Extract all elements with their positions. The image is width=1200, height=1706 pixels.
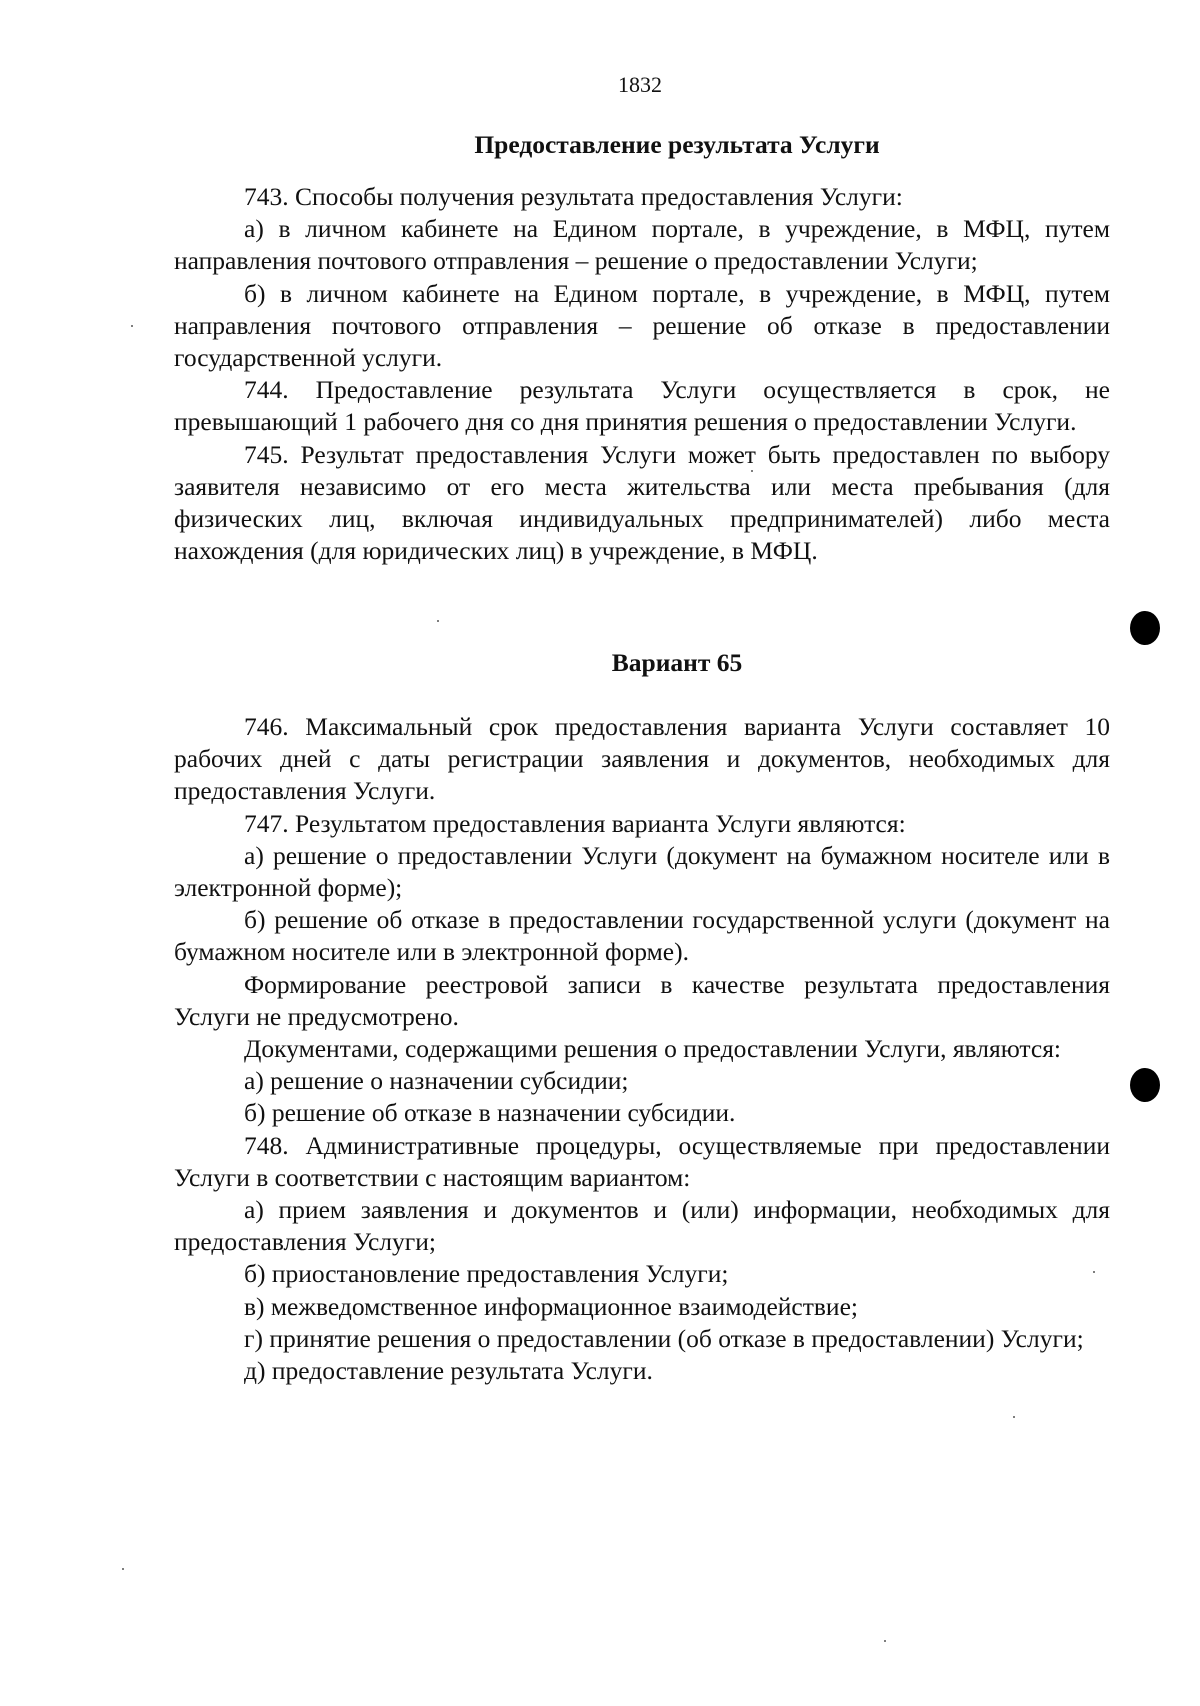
paragraph-743: 743. Способы получения результата предоставления Услуги: [244,182,903,211]
scan-speck [1013,1416,1015,1418]
paragraph-743-b: б) в личном кабинете на Едином портале, в учреждение, в МФЦ, путем направления почтового отправления – решение об отказе в предоставлении государственной услуги. [174,278,1110,373]
paragraph-decision-documents: Документами, содержащими решения о предоставлении Услуги, являются: [244,1034,1062,1064]
paragraph-748-v: в) межведомственное информационное взаимодействие; [244,1291,858,1321]
paragraph-748-g: г) принятие решения о предоставлении (об отказе в предоставлении) Услуги; [244,1323,1084,1353]
paragraph-registry-note: Формирование реестровой записи в качестве результата предоставления Услуги не предусмотрено. [174,969,1110,1031]
paragraph-746: 746. Максимальный срок предоставления варианта Услуги составляет 10 рабочих дней с даты регистрации заявления и документов, необходимых для предоставления Услуги. [174,712,1110,806]
paragraph-748-d: д) предоставление результата Услуги. [244,1356,653,1386]
paragraph-744: 744. Предоставление результата Услуги осуществляется в срок, не превышающий 1 рабочего дня со дня принятия решения о предоставлении Услуги. [174,375,1110,437]
paragraph-743-a: а) в личном кабинете на Едином портале, в учреждение, в МФЦ, путем направления почтового отправления – решение о предоставлении Услуги; [174,214,1110,276]
punch-hole-mark [1130,1068,1160,1102]
paragraph-747-a: а) решение о предоставлении Услуги (документ на бумажном носителе или в электронной форме); [174,840,1110,903]
paragraph-747: 747. Результатом предоставления варианта Услуги являются: [244,808,906,838]
scan-speck [131,325,133,327]
paragraph-748-b: б) приостановление предоставления Услуги; [244,1259,729,1289]
scan-speck [1093,1271,1095,1273]
section-heading: Вариант 65 [611,648,743,677]
scan-speck [122,1568,124,1570]
paragraph-745: 745. Результат предоставления Услуги может быть предоставлен по выбору заявителя независимо от его места жительства или места пребывания (для физических лиц, включая индивидуальных предпринимателей) либо места нахождения (для юридических лиц) в учреждение, в МФЦ. [174,439,1110,566]
section-variant-65 [174,647,1110,1387]
page-number: 1832 [618,72,662,97]
paragraph-decision-b: б) решение об отказе в назначении субсидии. [244,1098,736,1128]
scan-speck [751,470,753,472]
scan-speck [884,1640,886,1642]
section-result-delivery [174,129,1110,567]
punch-hole-mark [1130,611,1160,645]
paragraph-748: 748. Административные процедуры, осуществляемые при предоставлении Услуги в соответствии с настоящим вариантом: [174,1130,1110,1192]
paragraph-748-a: а) прием заявления и документов и (или) информации, необходимых для предоставления Услуги; [174,1195,1110,1257]
paragraph-decision-a: а) решение о назначении субсидии; [244,1066,629,1096]
paragraph-747-b: б) решение об отказе в предоставлении государственной услуги (документ на бумажном носителе или в электронной форме). [174,905,1110,967]
scan-speck [437,620,439,622]
section-heading: Предоставление результата Услуги [474,130,880,159]
